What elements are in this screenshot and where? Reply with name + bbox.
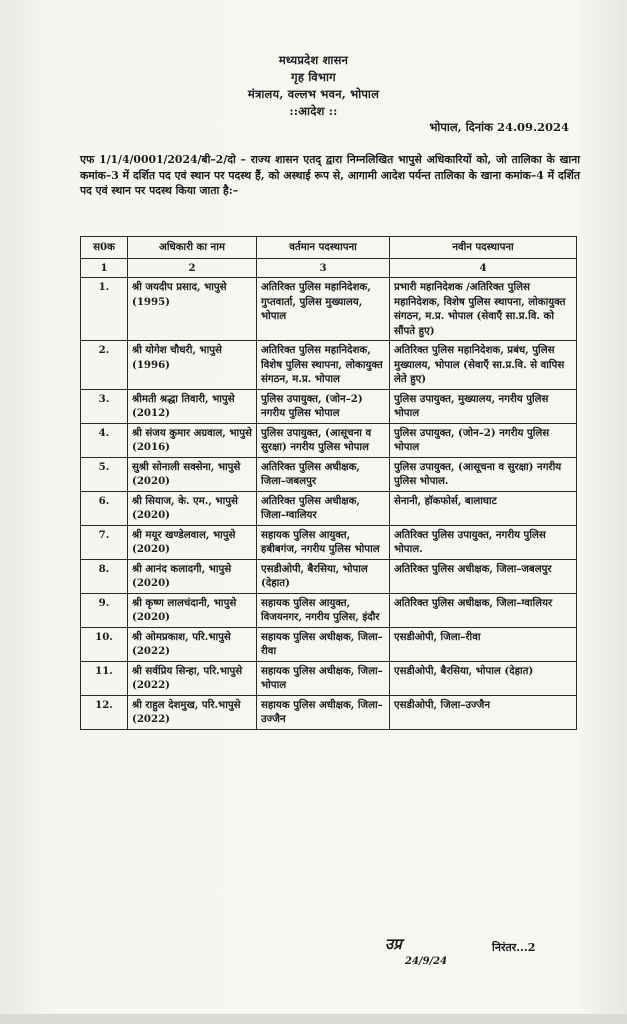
row-new-posting: पुलिस उपायुक्त, मुख्यालय, नगरीय पुलिस भोपाल [390,389,577,423]
table-row [81,423,577,457]
letterhead [0,52,627,120]
row-current-posting: सहायक पुलिस आयुक्त, हबीबगंज, नगरीय पुलिस भोपाल [257,525,390,559]
row-sno: 5. [81,457,128,491]
row-officer-name: श्री आनंद कलादगी, भापुसे (2020) [128,559,257,593]
row-new-posting: एसडीओपी, जिला–उज्जैन [390,695,577,729]
col-num: 3 [257,258,390,278]
header-officer-name: अधिकारी का नाम [128,237,257,259]
row-current-posting: एसडीओपी, बैरसिया, भोपाल (देहात) [257,559,390,593]
row-current-posting: सहायक पुलिस अधीक्षक, जिला–उज्जैन [257,695,390,729]
transfer-table [80,236,577,730]
row-officer-name: श्री मयूर खण्डेलवाल, भापुसे (2020) [128,525,257,559]
header-sno: स0क [81,237,128,259]
column-number-row [81,258,577,278]
row-officer-name: श्री सर्वप्रिय सिन्हा, परि.भापुसे (2022) [128,661,257,695]
row-new-posting: एसडीओपी, बैरसिया, भोपाल (देहात) [390,661,577,695]
row-current-posting: अतिरिक्त पुलिस महानिदेशक, विशेष पुलिस स्थापना, लोकायुक्त संगठन, म.प्र. भोपाल [257,341,390,390]
row-current-posting: सहायक पुलिस अधीक्षक, जिला–रीवा [257,627,390,661]
row-officer-name: सुश्री सोनाली सक्सेना, भापुसे (2020) [128,457,257,491]
row-new-posting: प्रभारी महानिदेशक /अतिरिक्त पुलिस महानिदेशक, विशेष पुलिस स्थापना, लोकायुक्त संगठन, म.प्र. भोपाल (सेवाएँ सा.प्र.वि. को सौंपते हुए) [390,278,577,341]
row-officer-name: श्री योगेश चौधरी, भापुसे (1996) [128,341,257,390]
row-officer-name: श्री कृष्ण लालचंदानी, भापुसे (2020) [128,593,257,627]
row-officer-name: श्री राहुल देशमुख, परि.भापुसे (2022) [128,695,257,729]
table-row [81,559,577,593]
row-new-posting: अतिरिक्त पुलिस अधीक्षक, जिला–जबलपुर [390,559,577,593]
row-new-posting: अतिरिक्त पुलिस महानिदेशक, प्रबंध, पुलिस मुख्यालय, भोपाल (सेवाएँ सा.प्र.वि. से वापिस लेते हुए) [390,341,577,390]
government-name: मध्यप्रदेश शासन [278,53,349,67]
row-new-posting: एसडीओपी, जिला–रीवा [390,627,577,661]
row-sno: 1. [81,278,128,341]
col-num: 2 [128,258,257,278]
row-sno: 7. [81,525,128,559]
table-row [81,341,577,390]
row-officer-name: श्री सियाज, के. एम., भापुसे (2020) [128,491,257,525]
row-sno: 10. [81,627,128,661]
row-current-posting: अतिरिक्त पुलिस महानिदेशक, गुप्तवार्ता, पुलिस मुख्यालय, भोपाल [257,278,390,341]
row-sno: 12. [81,695,128,729]
row-officer-name: श्री संजय कुमार अग्रवाल, भापुसे (2016) [128,423,257,457]
order-title: ::आदेश :: [289,104,338,118]
continued-note: निरंतर...2 [492,941,536,954]
signature-initials: उप्र [385,935,402,953]
row-officer-name: श्रीमती श्रद्धा तिवारी, भापुसे (2012) [128,389,257,423]
signature-date: 24/9/24 [405,956,448,967]
row-current-posting: अतिरिक्त पुलिस अधीक्षक, जिला–जबलपुर [257,457,390,491]
header-current-posting: वर्तमान पदस्थापना [257,237,390,259]
col-num: 4 [390,258,577,278]
table-row [81,389,577,423]
row-sno: 11. [81,661,128,695]
row-sno: 2. [81,341,128,390]
row-sno: 6. [81,491,128,525]
row-new-posting: सेनानी, हॉकफोर्स, बालाघाट [390,491,577,525]
office-address: मंत्रालय, वल्लभ भवन, भोपाल [247,87,380,101]
page-bottom-edge [0,1014,627,1024]
place-date: भोपाल, दिनांक 24.09.2024 [429,120,569,134]
row-sno: 9. [81,593,128,627]
row-current-posting: अतिरिक्त पुलिस अधीक्षक, जिला–ग्वालियर [257,491,390,525]
header-new-posting: नवीन पदस्थापना [390,237,577,259]
row-current-posting: पुलिस उपायुक्त, (आसूचना व सुरक्षा) नगरीय पुलिस भोपाल [257,423,390,457]
table-header-row [81,237,577,259]
row-sno: 3. [81,389,128,423]
row-new-posting: अतिरिक्त पुलिस अधीक्षक, जिला–ग्वालियर [390,593,577,627]
table-row [81,593,577,627]
row-sno: 8. [81,559,128,593]
row-officer-name: श्री जयदीप प्रसाद, भापुसे (1995) [128,278,257,341]
table-row [81,627,577,661]
department-name: गृह विभाग [291,70,336,84]
row-officer-name: श्री ओमप्रकाश, परि.भापुसे (2022) [128,627,257,661]
row-current-posting: सहायक पुलिस अधीक्षक, जिला–भोपाल [257,661,390,695]
row-new-posting: पुलिस उपायुक्त, (आसूचना व सुरक्षा) नगरीय पुलिस भोपाल. [390,457,577,491]
row-new-posting: पुलिस उपायुक्त, (जोन–2) नगरीय पुलिस भोपाल [390,423,577,457]
row-current-posting: सहायक पुलिस आयुक्त, विजयनगर, नगरीय पुलिस, इंदौर [257,593,390,627]
row-sno: 4. [81,423,128,457]
col-num: 1 [81,258,128,278]
table-row [81,661,577,695]
order-paragraph: एफ 1/1/4/0001/2024/बी–2/दो – राज्य शासन एतद् द्वारा निम्नलिखित भापुसे अधिकारियों को, जो तालिका के खाना कमांक–3 में दर्शित पद एवं स्थान पर पदस्थ हैं, को अस्थाई रूप से, आगामी आदेश पर्यन्त तालिका के खाना कमांक–4 में दर्शित पद एवं स्थान पर पदस्थ किया जाता है:– [80,153,580,197]
table-row [81,525,577,559]
table-row [81,695,577,729]
row-new-posting: अतिरिक्त पुलिस उपायुक्त, नगरीय पुलिस भोपाल. [390,525,577,559]
table-row [81,457,577,491]
row-current-posting: पुलिस उपायुक्त, (जोन–2) नगरीय पुलिस भोपाल [257,389,390,423]
table-row [81,278,577,341]
table-row [81,491,577,525]
